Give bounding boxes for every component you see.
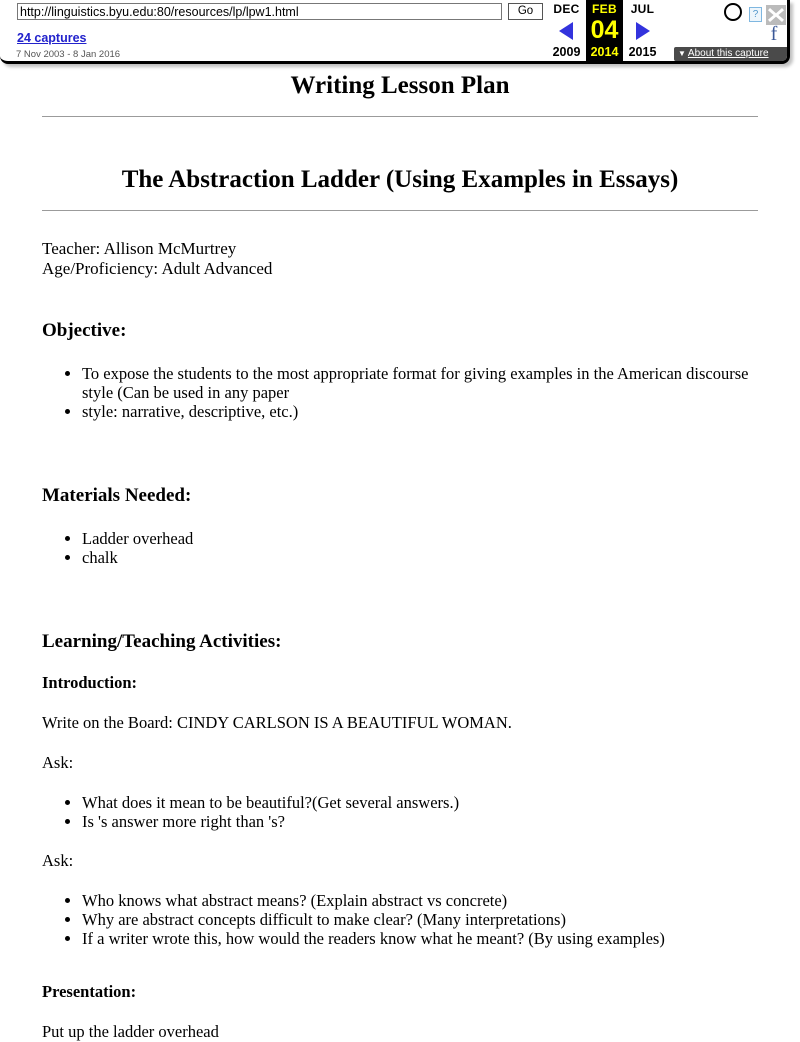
lesson-subtitle: The Abstraction Ladder (Using Examples in Essays) [121,166,679,193]
spacer [42,567,758,609]
spacer [42,609,758,631]
presentation-heading: Presentation: [42,982,137,1001]
page-title: Writing Lesson Plan [290,72,510,99]
list-item: • style: narrative, descriptive, etc.) [82,402,758,421]
materials-list [42,529,758,567]
list-item: • chalk [82,548,758,567]
spacer [42,745,758,753]
list-item: • Ladder overhead [82,529,758,548]
chevron-down-icon: ▼ [678,49,686,58]
spacer [42,278,758,320]
spacer [42,342,758,364]
ask-label-1: Ask: [42,753,74,772]
ask-list-1 [42,793,758,831]
board-instruction: Write on the Board: CINDY CARLSON IS A BEAUTIFUL WOMAN. [42,713,512,732]
spacer [42,463,758,485]
spacer [42,1014,758,1022]
go-button[interactable]: Go [508,3,543,20]
prev-month-label: DEC [553,2,580,16]
close-icon[interactable] [766,5,786,25]
teacher-line: Teacher: Allison McMurtrey [42,239,237,258]
activities-heading: Learning/Teaching Activities: [42,631,282,652]
wayback-toolbar [0,0,790,64]
age-proficiency-line: Age/Proficiency: Adult Advanced [42,258,273,278]
date-column-current[interactable] [586,0,623,62]
right-arrow-icon[interactable] [636,22,650,40]
spacer [42,421,758,463]
about-this-capture-label: About this capture [687,48,769,59]
spacer [42,1002,758,1014]
spacer [42,773,758,785]
ask-list-2 [42,891,758,948]
spacer [42,785,758,793]
facebook-icon[interactable]: f [770,23,778,45]
list-item: • What does it mean to be beautiful?(Get several answers.) [82,793,758,812]
spacer [42,970,758,982]
spacer [42,843,758,851]
list-item: • Is 's answer more right than 's? [82,812,758,831]
spacer [42,733,758,745]
capture-date-navigator [548,0,670,62]
list-item: • Who knows what abstract means? (Explain abstract vs concrete) [82,891,758,910]
wayback-toolbar-left [0,0,540,60]
next-year-label: 2015 [628,45,657,59]
prev-year-label: 2009 [552,45,581,59]
next-month-label: JUL [630,2,655,16]
current-day-label: 04 [590,16,619,44]
capture-date-range: 7 Nov 2003 - 8 Jan 2016 [16,49,121,60]
list-item: • To expose the students to the most appropriate format for giving examples in the American discourse style (Can be used in any paper [82,364,758,402]
current-month-label: FEB [592,2,617,16]
lesson-plan-page [0,64,800,1042]
presentation-line: Put up the ladder overhead [42,1022,219,1041]
captures-link[interactable]: 24 captures [17,31,87,45]
ask-label-2: Ask: [42,851,74,870]
current-year-label: 2014 [590,45,619,59]
spacer [42,831,758,843]
broken-image-icon: ? [749,7,762,22]
materials-heading: Materials Needed: [42,485,192,506]
spacer [42,665,758,673]
objective-list [42,364,758,421]
spacer [42,883,758,891]
objective-heading: Objective: [42,320,127,341]
circle-outline-icon [724,3,742,21]
about-this-capture-button[interactable] [674,47,789,61]
introduction-heading: Introduction: [42,673,138,692]
spacer [42,871,758,883]
left-arrow-icon[interactable] [559,22,573,40]
list-item: • If a writer wrote this, how would the readers know what he meant? (By using examples) [82,929,758,948]
url-input[interactable] [17,3,502,20]
spacer [42,705,758,713]
spacer [42,507,758,529]
spacer [42,948,758,970]
list-item: • Why are abstract concepts difficult to make clear? (Many interpretations) [82,910,758,929]
spacer [42,693,758,705]
content-wrapper [42,64,758,1042]
spacer [42,653,758,665]
